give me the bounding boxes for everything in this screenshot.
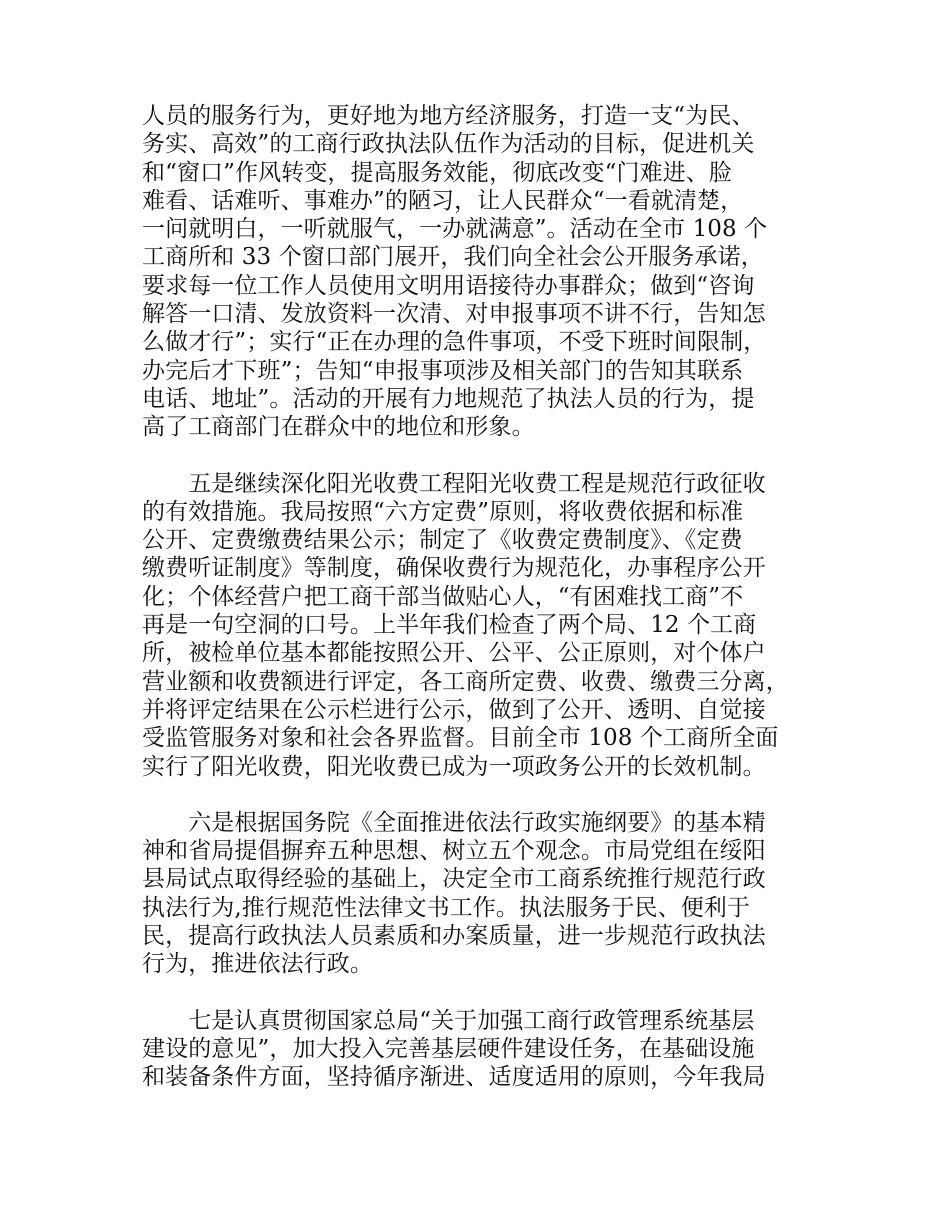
text-line: 六是根据国务院《全面推进依法行政实施纲要》的基本精 (142, 809, 766, 836)
paragraph-sunshine-fees (142, 470, 822, 781)
text-line: 务实、高效”的工商行政执法队伍作为活动的目标，促进机关 (142, 131, 755, 158)
text-line: 执法行为,推行规范性法律文书工作。执法服务于民、便利于 (142, 894, 751, 921)
text-line: 县局试点取得经验的基础上，决定全市工商系统推行规范行政 (142, 866, 766, 893)
paragraph-grassroots-construction (142, 1007, 822, 1092)
text-line: 再是一句空洞的口号。上半年我们检查了两个局、12 个工商 (142, 612, 757, 639)
text-line: 缴费听证制度》等制度，确保收费行为规范化，办事程序公开 (142, 555, 766, 582)
text-line: 么做才行”；实行“正在办理的急件事项，不受下班时间限制， (142, 329, 767, 356)
text-line: 受监管服务对象和社会各界监督。目前全市 108 个工商所全面 (142, 725, 779, 752)
text-line: 要求每一位工作人员使用文明用语接待办事群众；做到“咨询 (142, 272, 755, 299)
text-line: 实行了阳光收费，阳光收费已成为一项政务公开的长效机制。 (142, 753, 766, 780)
text-line: 所，被检单位基本都能按照公开、公平、公正原则，对个体户 (142, 640, 766, 667)
text-line: 七是认真贯彻国家总局“关于加强工商行政管理系统基层 (142, 1007, 755, 1034)
text-line: 化；个体经营户把工商干部当做贴心人，“有困难找工商”不 (142, 583, 744, 610)
text-line: 的有效措施。我局按照“六方定费”原则，将收费依据和标准 (142, 498, 744, 525)
text-line: 难看、话难听、事难办”的陋习，让人民群众“一看就清楚， (142, 187, 744, 214)
text-line: 工商所和 33 个窗口部门展开，我们向全社会公开服务承诺， (142, 244, 764, 271)
text-line: 和装备条件方面，坚持循序渐进、适度适用的原则，今年我局 (142, 1064, 766, 1091)
text-line: 电话、地址”。活动的开展有力地规范了执法人员的行为，提 (142, 385, 755, 412)
text-line: 办完后才下班”；告知“申报事项涉及相关部门的告知其联系 (142, 357, 744, 384)
text-line: 民，提高行政执法人员素质和办案质量，进一步规范行政执法 (142, 923, 766, 950)
paragraph-service-behavior (142, 102, 822, 442)
text-line: 解答一口清、发放资料一次清、对申报事项不讲不行，告知怎 (142, 301, 766, 328)
text-line: 公开、定费缴费结果公示；制定了《收费定费制度》、《定费 (142, 527, 743, 554)
text-line: 人员的服务行为，更好地为地方经济服务，打造一支“为民、 (142, 103, 755, 129)
text-line: 高了工商部门在群众中的地位和形象。 (142, 414, 535, 441)
text-line: 一问就明白，一听就服气，一办就满意”。活动在全市 108 个 (142, 216, 768, 243)
paragraph-gap (142, 781, 822, 809)
text-line: 营业额和收费额进行评定，各工商所定费、收费、缴费三分离， (142, 668, 789, 695)
text-line: 行为，推进依法行政。 (142, 951, 373, 978)
text-line: 建设的意见”，加大投入完善基层硬件建设任务，在基础设施 (142, 1035, 755, 1062)
text-line: 并将评定结果在公示栏进行公示，做到了公开、透明、自觉接 (142, 696, 766, 723)
text-line: 五是继续深化阳光收费工程阳光收费工程是规范行政征收 (142, 470, 766, 497)
text-line: 神和省局提倡摒弃五种思想、树立五个观念。市局党组在绥阳 (142, 838, 766, 865)
document-page (142, 102, 822, 1092)
paragraph-gap (142, 979, 822, 1007)
paragraph-lawful-administration (142, 809, 822, 979)
text-line: 和“窗口”作风转变，提高服务效能，彻底改变“门难进、脸 (142, 159, 732, 186)
paragraph-gap (142, 442, 822, 470)
